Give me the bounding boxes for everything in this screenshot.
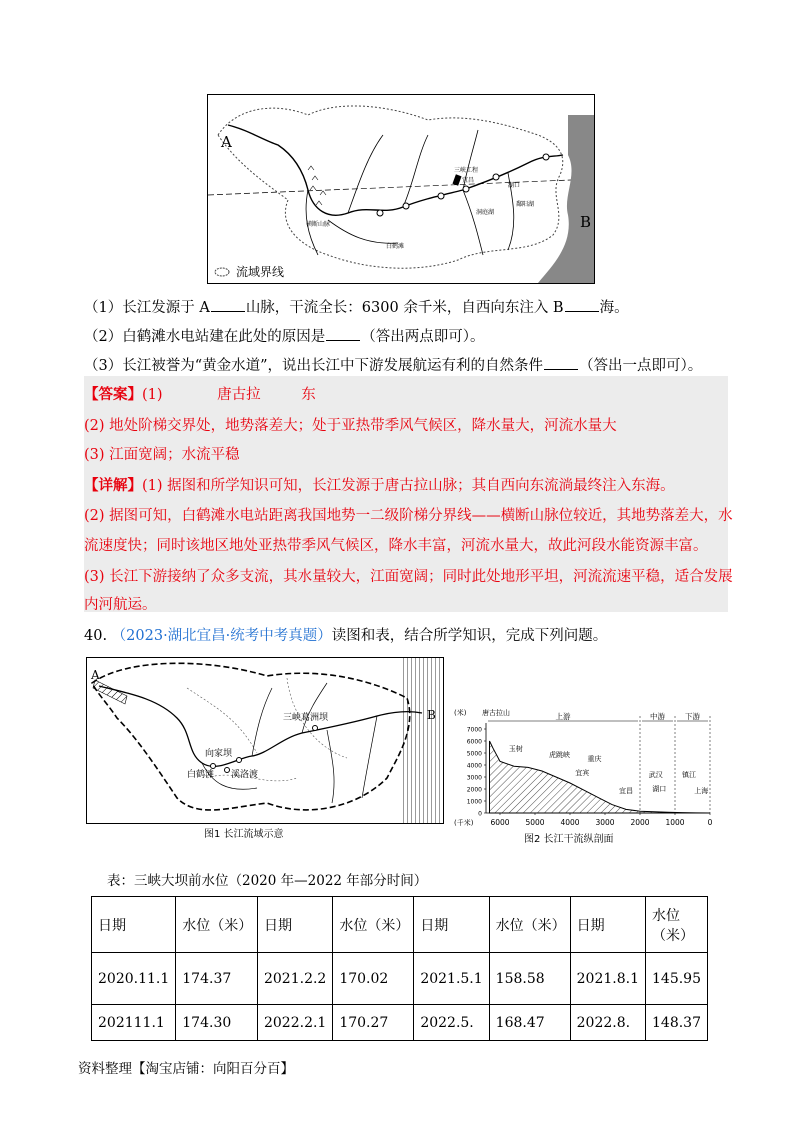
place-hukou: 湖口 xyxy=(652,785,667,793)
answer-1-num: (1) xyxy=(142,387,163,403)
x-tick-label: 0 xyxy=(707,818,713,827)
x-tick-label: 1000 xyxy=(665,818,685,827)
y-tick-label: 6000 xyxy=(466,738,482,746)
x-tick-label: 2000 xyxy=(630,818,650,827)
detail-2-line-2: 流速度快；同时该地区地处亚热带季风气候区，降水丰富，河流水量大，故此河段水能资源丰富。 xyxy=(84,538,708,554)
table-cell: 145.95 xyxy=(646,953,708,1005)
map1-place: 湖口 xyxy=(508,182,521,189)
table-cell: 2022.5. xyxy=(414,1005,489,1041)
table-header-cell: 日期 xyxy=(257,897,332,953)
segment-label: 上游 xyxy=(555,712,571,721)
table-cell: 170.27 xyxy=(333,1005,414,1041)
q40-text: 读图和表，结合所学知识，完成下列问题。 xyxy=(331,628,608,644)
y-tick-label: 7000 xyxy=(466,726,482,734)
fig1-place-baihetan: 白鹤滩 xyxy=(187,770,215,780)
x-tick-label: 5000 xyxy=(525,818,545,827)
figure-1-caption: 图1 长江流域示意 xyxy=(204,829,284,840)
place-shanghai: 上海 xyxy=(694,787,709,795)
table-cell: 158.58 xyxy=(489,953,570,1005)
table-cell: 202111.1 xyxy=(92,1005,176,1041)
q1-text-a: （1）长江发源于 A xyxy=(84,300,210,316)
question-1 xyxy=(84,296,629,317)
answer-1-value-1: 唐古拉 xyxy=(217,387,261,403)
table-cell: 170.02 xyxy=(333,953,414,1005)
detail-1: (1) 据图和所学知识可知，长江发源于唐古拉山脉；其自西向东流淌最终注入东海。 xyxy=(142,478,675,494)
y-tick-label: 5000 xyxy=(466,750,482,758)
answer-blank[interactable] xyxy=(565,310,599,312)
table-header-row xyxy=(92,897,708,953)
x-tick-label: 3000 xyxy=(595,818,615,827)
answer-tag: 【答案】 xyxy=(84,386,142,403)
q1-text-c: 海。 xyxy=(599,300,629,316)
x-tick-label: 4000 xyxy=(560,818,580,827)
fig1-label-b: B xyxy=(427,708,436,722)
table-header-cell: 日期 xyxy=(570,897,645,953)
table-row xyxy=(92,953,708,1005)
question-3 xyxy=(84,354,702,375)
table-header-cell: 水位（米） xyxy=(489,897,570,953)
map1-place: 三峡工程 xyxy=(454,167,479,174)
map1-place: 横断山脉 xyxy=(306,221,331,228)
detail-3-line-1: (3) 长江下游接纳了众多支流，其水量较大，江面宽阔；同时此处地形平坦，河流流速平稳，适合发展 xyxy=(84,569,733,585)
table-row xyxy=(92,1005,708,1041)
x-tick-label: 6000 xyxy=(490,818,510,827)
fig1-place-xiangjiaba: 向家坝 xyxy=(205,749,233,759)
table-cell: 2020.11.1 xyxy=(92,953,176,1005)
table-cell: 2022.2.1 xyxy=(257,1005,332,1041)
table-cell: 174.37 xyxy=(176,953,258,1005)
figure-1-basin-map xyxy=(86,657,444,824)
place-hutiaoxia: 虎跳峡 xyxy=(549,751,570,759)
table-cell: 2021.8.1 xyxy=(570,953,645,1005)
detail-2-line-1: (2) 据图可知，白鹤滩水电站距离我国地势一二级阶梯分界线——横断山脉位较近，其地势落差大，水 xyxy=(84,508,733,524)
answer-1-value-2: 东 xyxy=(301,387,316,403)
answer-blank[interactable] xyxy=(211,310,245,312)
map1-place: 白鹤滩 xyxy=(386,243,405,250)
q1-text-b: 山脉，干流全长：6300 余千米，自西向东注入 B xyxy=(245,300,564,316)
basin-map-drawing xyxy=(208,95,594,283)
place-yibin: 宜宾 xyxy=(575,769,590,777)
y-tick-label: 2000 xyxy=(466,786,482,794)
question-40 xyxy=(84,624,607,645)
y-axis-unit: (米) xyxy=(454,709,467,717)
table-header-cell: 日期 xyxy=(92,897,176,953)
place-chongqing: 重庆 xyxy=(587,755,602,763)
table-cell: 2021.2.2 xyxy=(257,953,332,1005)
x-axis-unit: (千米) xyxy=(454,819,474,827)
origin-label: 唐古拉山 xyxy=(482,709,510,717)
q3-text-b: （答出一点即可）。 xyxy=(579,358,703,374)
y-tick-label: 0 xyxy=(478,810,482,818)
answer-line-3: (3) 江面宽阔；水流平稳 xyxy=(84,447,240,463)
yangtze-basin-map xyxy=(207,94,595,284)
map1-label-b: B xyxy=(580,213,592,231)
table-cell: 174.30 xyxy=(176,1005,258,1041)
table-cell: 2021.5.1 xyxy=(414,953,489,1005)
map1-label-a: A xyxy=(221,133,232,151)
segment-label: 中游 xyxy=(650,712,665,721)
map1-place: 洞庭湖 xyxy=(476,209,495,216)
fig1-place-xiluodu: 溪洛渡 xyxy=(231,770,259,780)
table-header-cell: 水位（米） xyxy=(333,897,414,953)
segment-label: 下游 xyxy=(685,712,700,721)
q40-number: 40. xyxy=(84,628,108,644)
fig1-label-a: A xyxy=(91,668,100,682)
q40-source-link[interactable]: （2023·湖北宜昌·统考中考真题） xyxy=(111,628,332,644)
map1-place: 宜昌 xyxy=(462,177,475,184)
detail-line-1 xyxy=(84,474,675,495)
q2-text-a: （2）白鹤滩水电站建在此处的原因是 xyxy=(84,329,326,345)
map1-legend-text: 流域界线 xyxy=(236,265,285,279)
place-yushu: 玉树 xyxy=(508,745,523,753)
y-tick-label: 1000 xyxy=(466,798,482,806)
profile-chart-svg xyxy=(452,707,720,843)
table-cell: 148.37 xyxy=(646,1005,708,1041)
map1-place: 鄱阳湖 xyxy=(516,201,535,208)
table-cell: 168.47 xyxy=(489,1005,570,1041)
place-yichang: 宜昌 xyxy=(619,787,633,795)
figure-2-caption: 图2 长江干流纵剖面 xyxy=(524,834,614,845)
q2-text-b: （答出两点即可）。 xyxy=(361,329,485,345)
water-level-table xyxy=(91,896,708,1041)
answer-line-2: (2) 地处阶梯交界处，地势落差大；处于亚热带季风气候区，降水量大，河流水量大 xyxy=(84,418,617,434)
place-zhenjiang: 镇江 xyxy=(682,771,696,779)
q3-text-a: （3）长江被誉为“黄金水道”，说出长江中下游发展航运有利的自然条件 xyxy=(84,358,544,374)
fig1-place-sanxia: 三峡葛洲坝 xyxy=(283,713,329,723)
table-header-cell: 水位（米） xyxy=(176,897,258,953)
table-caption: 表：三峡大坝前水位（2020 年—2022 年部分时间） xyxy=(107,873,428,889)
figure-1-drawing xyxy=(87,658,443,823)
table-cell: 2022.8. xyxy=(570,1005,645,1041)
y-tick-label: 4000 xyxy=(466,762,482,770)
detail-3-line-2: 内河航运。 xyxy=(84,597,157,613)
table-header-cell: 日期 xyxy=(414,897,489,953)
answer-blank[interactable] xyxy=(544,368,578,370)
y-tick-label: 3000 xyxy=(466,774,482,782)
place-wuhan: 武汉 xyxy=(648,771,663,779)
answer-line-1 xyxy=(84,383,316,404)
footer-source: 资料整理【淘宝店铺：向阳百分百】 xyxy=(78,1061,294,1077)
detail-tag: 【详解】 xyxy=(84,477,142,494)
question-2 xyxy=(84,325,484,346)
figure-2-profile-chart xyxy=(452,707,720,843)
answer-blank[interactable] xyxy=(326,339,360,341)
table-header-cell: 水位（米） xyxy=(646,897,708,953)
